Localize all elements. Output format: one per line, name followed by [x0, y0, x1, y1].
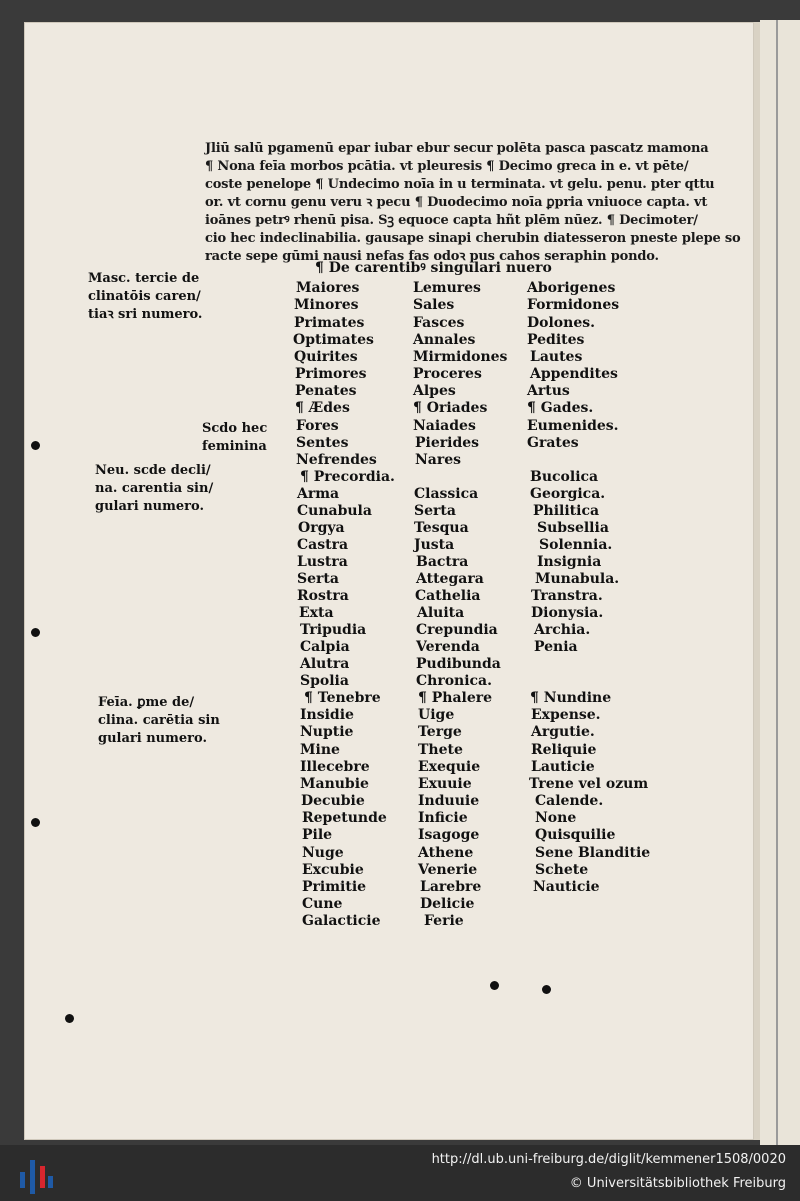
note-line: Neu. scde decli/	[95, 463, 211, 478]
word-col1: Calpia	[300, 639, 350, 655]
word-col2: Terge	[418, 724, 462, 740]
word-col3: Eumenides.	[527, 418, 619, 434]
note-line: feminina	[202, 439, 267, 454]
word-col2: Chronica.	[416, 673, 493, 689]
word-col2: Venerie	[418, 862, 478, 878]
word-col2: Thete	[418, 742, 463, 758]
word-col1: Manubie	[300, 776, 369, 792]
word-col3: Quisquilie	[535, 827, 616, 843]
word-col3: Dionysia.	[531, 605, 604, 621]
word-col1: Nuptie	[300, 724, 354, 740]
word-col1: Penates	[295, 383, 357, 399]
word-col1: Serta	[297, 571, 339, 587]
word-col3: Schete	[535, 862, 589, 878]
word-col3: Lautes	[530, 349, 583, 365]
word-col2: Isagoge	[418, 827, 480, 843]
margin-note-neuter	[95, 462, 213, 516]
word-col3: Transtra.	[531, 588, 603, 604]
word-col2: ¶ Phalere	[418, 690, 493, 706]
word-col2: Bactra	[416, 554, 469, 570]
permalink-url[interactable]: http://dl.ub.uni-freiburg.de/diglit/kemmener1508/0020	[431, 1152, 786, 1167]
word-col2: Cathelia	[415, 588, 481, 604]
word-col2: Exuuie	[418, 776, 472, 792]
word-col1: Castra	[297, 537, 349, 553]
note-line: Feīa. ꝑme de/	[98, 695, 195, 710]
word-col1: Lustra	[297, 554, 348, 570]
word-col3: Argutie.	[531, 724, 595, 740]
word-col1: Illecebre	[300, 759, 370, 775]
word-col1: Tripudia	[300, 622, 367, 638]
word-col3: Reliquie	[531, 742, 597, 758]
word-col3: Georgica.	[530, 486, 606, 502]
word-col2: Inficie	[418, 810, 468, 826]
word-col3: Munabula.	[535, 571, 620, 587]
word-col1: Quirites	[294, 349, 358, 365]
word-col2: Ferie	[424, 913, 464, 929]
word-col2: Mirmidones	[413, 349, 508, 365]
adjacent-page-strip	[760, 20, 800, 1145]
word-col3: None	[535, 810, 577, 826]
word-col1: Spolia	[300, 673, 349, 689]
word-col2: Nares	[415, 452, 462, 468]
heading-line: ¶ Nona feīa morbos pcātia. vt pleuresis ¶ Decimo greca in e. vt pēte/	[205, 159, 689, 174]
word-col1: Nefrendes	[296, 452, 377, 468]
word-col1: Exta	[299, 605, 334, 621]
note-line: gulari numero.	[95, 499, 204, 514]
word-col2: Verenda	[416, 639, 480, 655]
word-col2: Sales	[413, 297, 455, 313]
heading-line: or. vt cornu genu veru ꝛ pecu ¶ Duodecimo noīa ꝑpria vniuoce capta. vt	[205, 195, 708, 210]
word-col1: Pile	[302, 827, 333, 843]
note-line: gulari numero.	[98, 731, 207, 746]
word-col2: Annales	[413, 332, 476, 348]
word-col2: ¶ Oriades	[413, 400, 488, 416]
binding-hole	[542, 985, 551, 994]
adjacent-page-rule	[776, 20, 778, 1145]
binding-hole	[31, 628, 40, 637]
word-col3: Bucolica	[530, 469, 599, 485]
word-col3: Penia	[534, 639, 578, 655]
word-col1: Primores	[295, 366, 367, 382]
word-col3: Calende.	[535, 793, 604, 809]
word-col3: Appendites	[530, 366, 618, 382]
word-col3: Pedites	[527, 332, 585, 348]
word-col1: ¶ Tenebre	[304, 690, 381, 706]
word-col2: Attegara	[416, 571, 484, 587]
word-col2: Justa	[414, 537, 455, 553]
word-col1: Cunabula	[297, 503, 372, 519]
word-col2: Pudibunda	[416, 656, 501, 672]
word-col1: Primitie	[302, 879, 367, 895]
note-line: clinatōis caren/	[88, 289, 201, 304]
word-col2: Naiades	[413, 418, 476, 434]
note-line: Scdo hec	[202, 421, 268, 436]
word-col1: Mine	[300, 742, 340, 758]
word-col1: Alutra	[300, 656, 350, 672]
word-col1: Orgya	[298, 520, 345, 536]
word-col3: Dolones.	[527, 315, 595, 331]
word-col3: Philitica	[533, 503, 600, 519]
page-edge	[754, 22, 760, 1140]
word-col2: Fasces	[413, 315, 465, 331]
word-col2: Uige	[418, 707, 455, 723]
word-col2: Larebre	[420, 879, 482, 895]
word-col3: Formidones	[527, 297, 620, 313]
word-col3: Trene vel ozum	[529, 776, 649, 792]
word-col1: Minores	[294, 297, 359, 313]
note-line: na. carentia sin/	[95, 481, 214, 496]
word-col2: Proceres	[413, 366, 482, 382]
word-col2: Alpes	[413, 383, 456, 399]
word-col1: Galacticie	[302, 913, 381, 929]
word-col1: Insidie	[300, 707, 354, 723]
copyright-text: © Universitätsbibliothek Freiburg	[569, 1176, 786, 1191]
word-col3: Aborigenes	[527, 280, 616, 296]
word-col3: Expense.	[531, 707, 601, 723]
margin-note-secundo	[202, 420, 267, 456]
library-logo-icon	[16, 1152, 56, 1196]
binding-hole	[65, 1014, 74, 1023]
margin-note-masculine	[88, 270, 202, 324]
word-col3: Grates	[527, 435, 579, 451]
word-col1: Primates	[294, 315, 365, 331]
word-col1: Cune	[302, 896, 343, 912]
word-col1: ¶ Ædes	[295, 400, 350, 416]
word-col2: Induuie	[418, 793, 480, 809]
word-col2: Serta	[414, 503, 456, 519]
heading-paragraph	[205, 140, 741, 266]
word-col2: Lemures	[413, 280, 481, 296]
word-col1: Optimates	[293, 332, 374, 348]
word-col3: Nauticie	[533, 879, 600, 895]
word-col2: Delicie	[420, 896, 475, 912]
heading-line: coste penelope ¶ Undecimo noīa in u terminata. vt gelu. penu. pter qttu	[205, 177, 715, 192]
word-col2: Athene	[418, 845, 474, 861]
binding-hole	[490, 981, 499, 990]
note-line: Masc. tercie de	[88, 271, 200, 286]
heading-line: Jliū salū pgamenū epar iubar ebur secur polēta pasca pascatz mamona	[205, 141, 709, 156]
word-col3: ¶ Gades.	[527, 400, 594, 416]
word-col2: Pierides	[415, 435, 480, 451]
word-col2: Classica	[414, 486, 479, 502]
word-col1: Arma	[297, 486, 340, 502]
word-col3: ¶ Nundine	[530, 690, 612, 706]
note-line: tiaꝛ sri numero.	[88, 307, 203, 322]
word-col2: Aluita	[417, 605, 465, 621]
word-col3: Archia.	[534, 622, 591, 638]
heading-line: racte sepe gūmi nausi nefas fas odoꝛ pus cahos seraphin pondo.	[205, 249, 659, 264]
word-col3: Solennia.	[539, 537, 613, 553]
word-col1: Excubie	[302, 862, 364, 878]
word-col1: Nuge	[302, 845, 344, 861]
note-line: clina. carētia sin	[98, 713, 220, 728]
word-col1: Repetunde	[302, 810, 387, 826]
word-col3: Subsellia	[537, 520, 609, 536]
word-col1: Maiores	[296, 280, 360, 296]
heading-line: cio hec indeclinabilia. gausape sinapi cherubin diatesseron pneste plepe so	[205, 231, 741, 246]
margin-note-feminine	[98, 694, 220, 748]
word-col2: Tesqua	[414, 520, 469, 536]
word-col1: Rostra	[297, 588, 349, 604]
word-col3: Insignia	[537, 554, 602, 570]
word-col3: Artus	[527, 383, 570, 399]
heading-line: ioānes petrꝰ rhenū pisa. Sꝫ equoce capta hñt plēm nūez. ¶ Decimoter/	[205, 213, 698, 228]
word-col3: Sene Blanditie	[535, 845, 651, 861]
binding-hole	[31, 441, 40, 450]
word-col1: Decubie	[301, 793, 365, 809]
section-title: ¶ De carentibꝰ singulari nuero	[315, 260, 552, 276]
word-col1: ¶ Precordia.	[300, 469, 395, 485]
binding-hole	[31, 818, 40, 827]
word-col1: Fores	[296, 418, 339, 434]
word-col2: Crepundia	[416, 622, 498, 638]
word-col3: Lauticie	[531, 759, 595, 775]
word-col2: Exequie	[418, 759, 481, 775]
word-col1: Sentes	[296, 435, 349, 451]
